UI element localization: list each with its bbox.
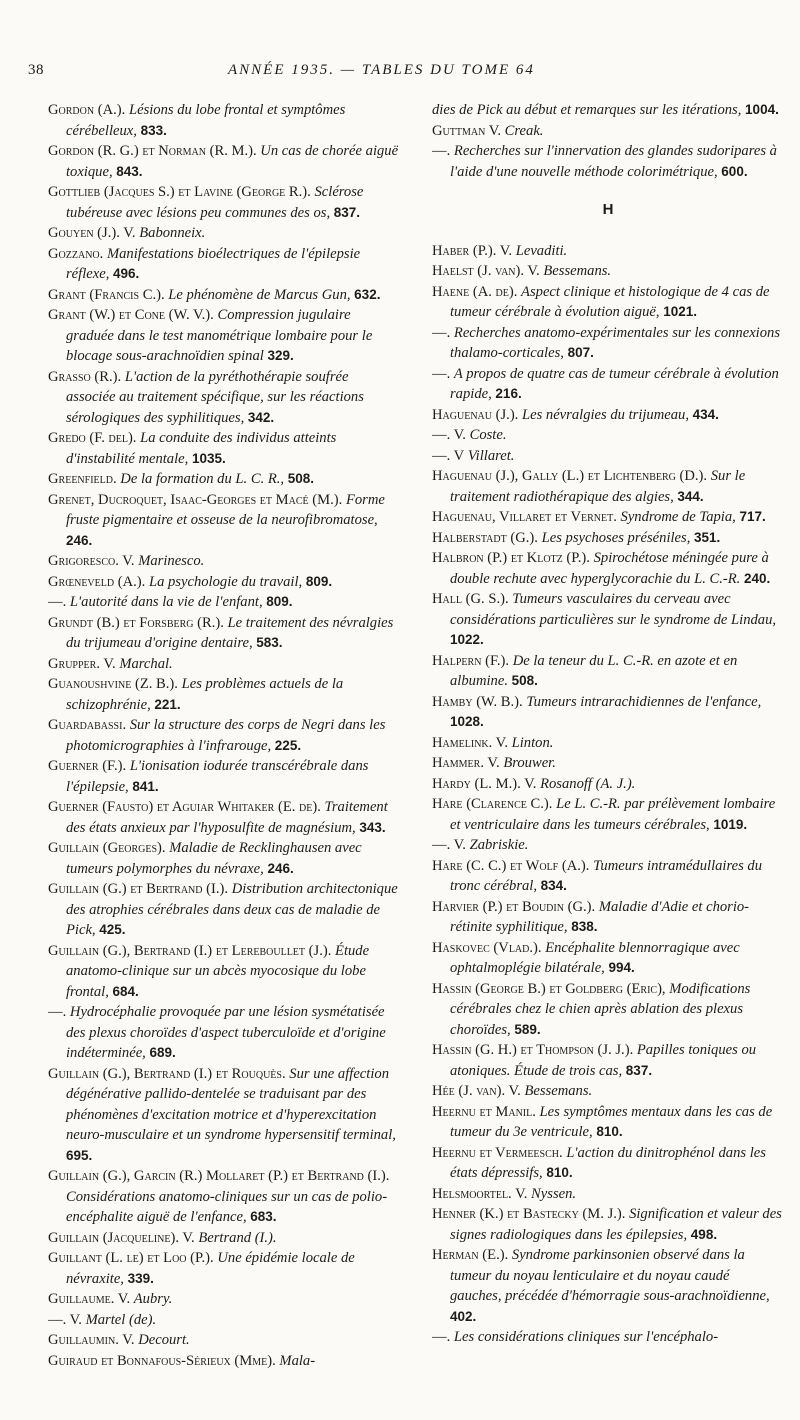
entry-page: 343. [359,819,386,835]
entry-page: 684. [112,983,139,999]
entry-author: Haguenau (J.), Gally (L.) et Lichtenberg (D.). [432,468,708,484]
entry-page: 843. [116,163,143,179]
entry-page: 994. [608,960,635,975]
index-entry [432,1102,784,1143]
running-header [28,62,772,84]
entry-author: Grant (Francis C.). [48,286,165,303]
entry-title: Tumeurs vasculaires du cerveau avec considérations particulières sur le syndrome de Lindau, [450,591,777,628]
entry-title: Le phénomène de Marcus Gun, [168,286,351,303]
index-entry [432,466,784,507]
index-entry [432,733,784,754]
entry-author: Guiraud et Bonnafous-Sérieux (Mme). [48,1352,276,1369]
entry-page: 434. [692,406,719,422]
entry-author: Henner (K.) et Bastecky (M. J.). [432,1206,626,1222]
page-number: 38 [28,62,44,78]
entry-title: Nyssen. [531,1185,577,1202]
entry-author: Guillant (L. le) et Loo (P.). [48,1250,214,1266]
entry-author: Halberstadt (G.). [432,529,538,546]
index-entry [432,835,784,856]
entry-title: Maladie d'Adie et chorio-rétinite syphilitique, [450,898,750,935]
entry-page: 833. [140,122,167,138]
entry-author: Haguenau (J.). [432,406,519,423]
running-title: ANNÉE 1935. — TABLES DU TOME 64 [228,62,535,78]
entry-page: 807. [567,345,594,360]
entry-author: Grundt (B.) et Forsberg (R.). [48,614,224,631]
entry-title: Hydrocéphalie provoquée par une lésion sysmétatisée des plexus choroïdes d'aspect tuberculoïde et d'origine indéterminée, [66,1004,386,1061]
entry-title: Syndrome de Tapia, [620,509,736,525]
entry-title: Bertrand (I.). [198,1229,277,1246]
entry-title: La conduite des individus atteints d'instabilité mentale, [66,430,337,467]
entry-title: Distribution architectonique des atrophies cérébrales dans deux cas de maladie de Pick, [66,881,398,938]
entry-page: 339. [127,1270,154,1286]
index-entry [432,261,784,282]
index-entry [48,428,400,469]
entry-page: 496. [113,266,140,281]
entry-author: Hassin (G. H.) et Thompson (J. J.). [432,1042,634,1058]
entry-title: Forme fruste pigmentaire et osseuse de la neurofibromatose, [66,491,385,528]
entry-title: L'action du dinitrophénol dans les états dépressifs, [450,1144,766,1181]
index-entry [432,100,784,121]
index-entry [432,405,784,426]
entry-author: Haelst (J. van). V. [432,263,540,279]
entry-author: Gordon (R. G.) et Norman (R. M.). [48,143,257,159]
entry-author: Halpern (F.). [432,652,510,669]
index-column-right [432,100,784,1410]
index-entry [48,1248,400,1289]
entry-title: Maladie de Recklinghausen avec tumeurs polymorphes du névraxe, [66,840,362,877]
index-entry [432,548,784,589]
entry-page: 689. [149,1045,176,1060]
entry-author: Haskovec (Vlad.). [432,939,542,956]
entry-title: Signification et valeur des signes radiologiques dans les épilepsies, [450,1206,782,1243]
entry-title: Sur le traitement radiothérapique des algies, [450,468,746,505]
entry-author: Helsmoortel. V. [432,1185,528,1202]
entry-author: —. V [432,447,465,464]
entry-page: 809. [305,573,333,589]
entry-page: 695. [66,1147,93,1163]
section-h-entries [432,241,784,1348]
entry-author: —. [48,594,67,610]
entry-author: Guillain (Georges). [48,840,166,856]
entry-author: Harvier (P.) et Boudin (G.). [432,898,596,915]
index-entry [432,1040,784,1081]
entry-title: Les considérations cliniques sur l'encéphalo- [453,1329,719,1345]
entry-title: Aubry. [133,1291,173,1307]
entry-author: Guardabassi. [48,717,127,733]
entry-title: Martel (de). [85,1311,157,1328]
index-entry [48,141,400,182]
entry-page: 837. [333,204,361,220]
entry-page: 246. [66,532,93,548]
index-entry [432,141,784,182]
entry-page: 837. [625,1062,653,1078]
entry-title: Mala- [279,1352,316,1369]
entry-page: 1022. [450,632,484,647]
entry-author: Hare (C. C.) et Wolf (A.). [432,857,590,874]
continued-entries [432,100,784,182]
entry-title: Marinesco. [138,553,205,569]
index-entry [432,528,784,549]
index-entry [432,1245,784,1327]
entry-author: Heernu et Manil. [432,1103,536,1120]
index-entry [432,282,784,323]
index-entry [432,692,784,733]
index-entry [48,285,400,306]
index-entry [48,572,400,593]
entry-author: Grœneveld (A.). [48,573,146,590]
index-entry [48,1166,400,1228]
index-entry [432,1184,784,1205]
entry-title: Bessemans. [543,263,612,279]
entry-page: 329. [267,348,294,363]
entry-title: Tumeurs intramédullaires du tronc cérébral, [450,857,763,894]
entry-author: Grant (W.) et Cone (W. V.). [48,307,214,323]
index-column-left [48,100,400,1410]
entry-author: Gouyen (J.). V. [48,225,136,241]
index-entry [432,938,784,979]
index-entry [432,1204,784,1245]
index-entry [432,794,784,835]
entry-author: Gredo (F. del). [48,430,137,446]
index-entry [48,367,400,429]
entry-title: Zabriskie. [469,837,529,853]
entry-page: 508. [287,471,315,486]
entry-author: Hamelink. V. [432,734,508,751]
entry-author: Hée (J. van). V. [432,1083,521,1099]
entry-author: Guerner (Fausto) et Aguiar Whitaker (E. de). [48,799,321,815]
index-entry [432,589,784,651]
entry-author: Haene (A. de). [432,283,518,300]
entry-author: Halbron (P.) et Klotz (P.). [432,550,590,566]
entry-author: Hamby (W. B.). [432,693,523,710]
entry-author: Gordon (A.). [48,102,126,118]
entry-author: —. [432,324,451,341]
entry-author: Guillaumin. V. [48,1332,135,1348]
entry-author: Grenet, Ducroquet, Isaac-Georges et Macé (M.). [48,491,343,508]
entry-title: Syndrome parkinsonien observé dans la tumeur du noyau lenticulaire et du noyau caudé gauches, précédée d'hémorragie sous-arachnoïdienne, [450,1247,770,1304]
index-entry [432,323,784,364]
entry-title: Villaret. [467,447,515,464]
entry-title: Les psychoses préséniles, [541,529,691,546]
entry-title: Creak. [504,122,544,139]
entry-author: Guillain (G.) et Bertrand (I.). [48,881,229,897]
entry-title: dies de Pick au début et remarques sur les itérations, [432,102,742,118]
entry-title: Manifestations bioélectriques de l'épilepsie réflexe, [66,245,361,282]
entry-page: 632. [354,286,381,302]
index-entry [432,1327,784,1348]
entry-title: L'action de la pyréthothérapie soufrée associée au traitement spécifique, sur les réactions sérologiques des syphilitiques, [66,368,364,426]
index-entry [48,715,400,756]
entry-title: Les symptômes mentaux dans les cas de tumeur du 3e ventricule, [450,1103,773,1140]
entry-title: Recherches sur l'innervation des glandes sudoripares à l'aide d'une nouvelle méthode colorimétrique, [450,143,777,180]
index-entry [432,507,784,528]
entry-page: 717. [739,509,766,524]
index-entry [48,1002,400,1064]
entry-author: Hardy (L. M.). V. [432,775,537,792]
entry-author: Guillain (Jacqueline). V. [48,1229,195,1246]
entry-page: 600. [721,163,748,179]
index-entry [48,1289,400,1310]
entry-author: Guanoushvine (Z. B.). [48,676,178,692]
index-entry [48,182,400,223]
entry-page: 1028. [450,714,484,729]
entry-page: 225. [274,737,302,753]
entry-author: Guttman V. [432,122,502,139]
section-letter: H [602,201,614,218]
entry-author: Greenfield. [48,471,117,487]
index-entry [48,469,400,490]
entry-title: A propos de quatre cas de tumeur cérébrale à évolution rapide, [450,365,779,402]
entry-title: De la teneur du L. C.-R. en azote et en albumine. [450,652,738,689]
entry-title: Modifications cérébrales chez le chien après ablation des plexus choroïdes, [450,980,751,1038]
entry-author: —. [432,365,451,382]
index-entry [48,592,400,613]
entry-title: Un cas de chorée aiguë toxique, [66,143,399,180]
entry-title: Encéphalite blennorragique avec ophtalmoplégie bilatérale, [450,939,740,976]
entry-title: L'ionisation iodurée transcérébrale dans l'épilepsie, [66,758,369,795]
entry-title: Étude anatomo-clinique sur un abcès myocosique du lobe frontal, [66,942,370,1000]
entry-page: 351. [694,529,721,545]
index-entry [48,1310,400,1331]
entry-author: Guillaume. V. [48,1291,131,1307]
entry-page: 344. [677,488,704,504]
index-entry [432,1143,784,1184]
index-entry [48,1228,400,1249]
index-entry [432,774,784,795]
entry-title: Recherches anatomo-expérimentales sur les connexions thalamo-corticales, [450,324,781,361]
entry-page: 1021. [663,304,697,319]
index-entry [432,753,784,774]
entry-page: 810. [596,1124,623,1139]
index-entry [432,979,784,1041]
entry-title: Le traitement des névralgies du trijumeau d'origine dentaire, [66,614,394,651]
index-entry [48,613,400,654]
entry-page: 834. [540,878,567,893]
entry-page: 810. [546,1165,573,1180]
index-entry [432,1081,784,1102]
entry-page: 583. [256,635,283,650]
entry-page: 221. [154,696,181,712]
index-entry [432,856,784,897]
entry-author: Hammer. V. [432,755,500,771]
entry-title: Compression jugulaire graduée dans le test manométrique lombaire pour le blocage sous-arachnoïdien spinal [66,307,373,364]
entry-title: Brouwer. [503,755,556,771]
index-entry [48,941,400,1003]
entry-title: Sur une affection dégénérative pallido-dentelée se traduisant par des phénomènes d'excitation motrice et d'hyperexcitation neuro-musculaire et un syndrome hypersensitif terminal, [66,1065,396,1143]
entry-page: 1035. [191,450,226,466]
entry-title: Bessemans. [524,1083,593,1099]
entry-author: Guillain (G.), Garcin (R.) Mollaret (P.) et Bertrand (I.). [48,1168,390,1184]
entry-title: Sur la structure des corps de Negri dans les photomicrographies à l'infrarouge, [66,717,386,754]
entry-author: —. V. [432,837,466,853]
entry-author: Haber (P.). V. [432,242,513,259]
index-entry [48,1351,400,1372]
entry-title: Decourt. [138,1332,190,1348]
entry-author: Guillain (G.), Bertrand (I.) et Rouquès. [48,1065,286,1082]
entry-page: 240. [743,570,771,586]
entry-page: 1004. [745,102,779,117]
index-entry [48,100,400,141]
index-entry [432,425,784,446]
index-entry [432,364,784,405]
entry-page: 1019. [713,816,748,832]
entry-title: Considérations anatomo-cliniques sur un cas de polio-encéphalite aiguë de l'enfance, [66,1188,388,1225]
entry-title: De la formation du L. C. R., [120,471,285,487]
index-entry [48,654,400,675]
entry-author: Guerner (F.). [48,758,127,774]
entry-page: 402. [450,1308,477,1324]
index-entry [48,674,400,715]
entry-page: 246. [267,860,294,876]
entry-author: —. [432,143,451,159]
entry-page: 683. [250,1209,277,1224]
entry-title: Linton. [511,734,554,751]
index-entry [48,1064,400,1167]
entry-title: Rosanoff (A. J.). [540,775,636,792]
entry-author: Hassin (George B.) et Goldberg (Eric), [432,980,666,997]
entry-author: Grigoresco. V. [48,553,135,569]
entry-page: 342. [247,409,275,425]
entry-author: —. [48,1004,67,1020]
index-entry [48,838,400,879]
entry-author: Heernu et Vermeesch. [432,1144,563,1161]
index-entry [48,879,400,941]
entry-title: Spirochétose méningée pure à double rechute avec hyperglycorachie du L. C.-R. [450,550,769,587]
entry-author: Gozzano. [48,245,104,262]
entry-title: Babonneix. [139,225,206,241]
entry-author: Herman (E.). [432,1247,509,1263]
entry-title: Marchal. [119,655,173,672]
entry-title: Une épidémie locale de névraxite, [66,1250,355,1287]
entry-page: 216. [495,386,522,401]
entry-author: Gottlieb (Jacques S.) et Lavine (George R.). [48,184,311,200]
index-entry [48,756,400,797]
entry-page: 498. [690,1226,718,1242]
entry-title: Levaditi. [515,242,568,259]
entry-title: Les névralgies du trijumeau, [521,406,689,423]
entry-title: Aspect clinique et histologique de 4 cas de tumeur cérébrale à évolution aiguë, [450,283,770,320]
entry-title: Traitement des états anxieux par l'hyposulfite de magnésium, [66,799,388,836]
entry-title: Papilles toniques ou atoniques. Étude de trois cas, [450,1042,757,1079]
entry-author: Hare (Clarence C.). [432,796,553,812]
entry-title: Sclérose tubéreuse avec lésions peu communes des os, [66,184,364,221]
entry-author: —. V. [432,427,466,443]
index-entry [48,551,400,572]
index-entry [432,897,784,938]
entry-title: L'autorité dans la vie de l'enfant, [69,594,263,610]
entry-author: Guillain (G.), Bertrand (I.) et Lereboullet (J.). [48,942,332,959]
entry-author: —. [432,1329,451,1345]
entry-author: —. V. [48,1311,82,1328]
index-entry [48,1330,400,1351]
entry-author: Grupper. V. [48,655,116,672]
index-entry [432,446,784,467]
index-entry [48,305,400,367]
entry-title: La psychologie du travail, [148,573,303,590]
entry-title: Les problèmes actuels de la schizophrénie, [66,676,344,713]
entry-page: 508. [511,673,538,688]
entry-page: 838. [571,919,598,934]
index-entry [48,490,400,552]
entry-page: 841. [132,778,159,794]
index-entry [48,223,400,244]
entry-title: Coste. [469,427,507,443]
entry-author: Hall (G. S.). [432,591,509,607]
entry-title: Lésions du lobe frontal et symptômes cérébelleux, [66,102,346,139]
index-entry [48,244,400,285]
entry-page: 589. [514,1021,541,1037]
entry-author: Haguenau, Villaret et Vernet. [432,509,617,525]
index-entry [432,651,784,692]
entry-author: Grasso (R.). [48,368,122,385]
entry-title: Le L. C.-R. par prélèvement lombaire et ventriculaire dans les tumeurs cérébrales, [450,796,776,833]
index-entry [432,121,784,142]
index-entry [48,797,400,838]
index-entry [432,241,784,262]
entry-title: Tumeurs intrarachidiennes de l'enfance, [526,693,762,710]
entry-page: 809. [266,594,293,609]
entry-page: 425. [99,922,126,937]
